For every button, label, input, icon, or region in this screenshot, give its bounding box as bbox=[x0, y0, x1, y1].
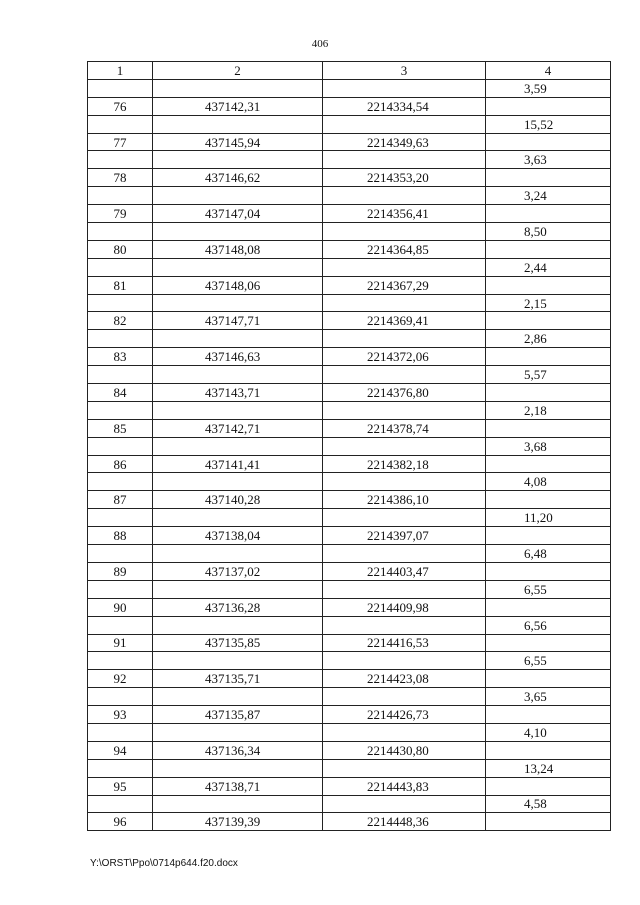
x-coordinate-cell: 437148,06 bbox=[153, 276, 323, 294]
y-coordinate-cell bbox=[323, 151, 486, 169]
point-number-cell: 78 bbox=[88, 169, 153, 187]
distance-cell: 13,24 bbox=[486, 759, 611, 777]
distance-cell bbox=[486, 169, 611, 187]
y-coordinate-cell bbox=[323, 115, 486, 133]
table-row bbox=[88, 688, 611, 706]
y-coordinate-cell: 2214376,80 bbox=[323, 384, 486, 402]
column-header-2: 2 bbox=[153, 62, 323, 80]
point-number-cell bbox=[88, 115, 153, 133]
x-coordinate-cell bbox=[153, 473, 323, 491]
table-row bbox=[88, 598, 611, 616]
y-coordinate-cell: 2214382,18 bbox=[323, 455, 486, 473]
distance-cell bbox=[486, 276, 611, 294]
x-coordinate-cell bbox=[153, 366, 323, 384]
point-number-cell bbox=[88, 795, 153, 813]
x-coordinate-cell: 437138,71 bbox=[153, 777, 323, 795]
table-row bbox=[88, 652, 611, 670]
table-row bbox=[88, 527, 611, 545]
point-number-cell bbox=[88, 616, 153, 634]
point-number-cell bbox=[88, 401, 153, 419]
point-number-cell: 77 bbox=[88, 133, 153, 151]
x-coordinate-cell: 437135,85 bbox=[153, 634, 323, 652]
x-coordinate-cell: 437142,31 bbox=[153, 97, 323, 115]
table-row bbox=[88, 706, 611, 724]
point-number-cell bbox=[88, 258, 153, 276]
distance-cell: 11,20 bbox=[486, 509, 611, 527]
y-coordinate-cell: 2214372,06 bbox=[323, 348, 486, 366]
point-number-cell: 90 bbox=[88, 598, 153, 616]
distance-cell bbox=[486, 491, 611, 509]
table-row bbox=[88, 169, 611, 187]
table-row bbox=[88, 419, 611, 437]
x-coordinate-cell: 437135,87 bbox=[153, 706, 323, 724]
distance-cell bbox=[486, 455, 611, 473]
point-number-cell bbox=[88, 151, 153, 169]
y-coordinate-cell bbox=[323, 616, 486, 634]
y-coordinate-cell bbox=[323, 580, 486, 598]
table-row bbox=[88, 491, 611, 509]
x-coordinate-cell bbox=[153, 652, 323, 670]
x-coordinate-cell bbox=[153, 688, 323, 706]
table-row bbox=[88, 151, 611, 169]
table-row bbox=[88, 240, 611, 258]
point-number-cell bbox=[88, 509, 153, 527]
table-row bbox=[88, 634, 611, 652]
table-row bbox=[88, 79, 611, 97]
point-number-cell: 85 bbox=[88, 419, 153, 437]
distance-cell: 2,18 bbox=[486, 401, 611, 419]
point-number-cell: 96 bbox=[88, 813, 153, 831]
table-header-row bbox=[88, 62, 611, 80]
distance-cell bbox=[486, 741, 611, 759]
y-coordinate-cell bbox=[323, 223, 486, 241]
distance-cell: 15,52 bbox=[486, 115, 611, 133]
coordinates-table bbox=[87, 61, 611, 831]
distance-cell: 3,63 bbox=[486, 151, 611, 169]
table-row bbox=[88, 580, 611, 598]
y-coordinate-cell bbox=[323, 366, 486, 384]
y-coordinate-cell bbox=[323, 688, 486, 706]
column-header-1: 1 bbox=[88, 62, 153, 80]
table-row bbox=[88, 97, 611, 115]
table-row bbox=[88, 133, 611, 151]
distance-cell bbox=[486, 634, 611, 652]
x-coordinate-cell: 437138,04 bbox=[153, 527, 323, 545]
distance-cell: 3,24 bbox=[486, 187, 611, 205]
table-row bbox=[88, 223, 611, 241]
x-coordinate-cell: 437143,71 bbox=[153, 384, 323, 402]
x-coordinate-cell: 437146,63 bbox=[153, 348, 323, 366]
point-number-cell: 87 bbox=[88, 491, 153, 509]
distance-cell: 4,08 bbox=[486, 473, 611, 491]
point-number-cell bbox=[88, 545, 153, 563]
y-coordinate-cell: 2214334,54 bbox=[323, 97, 486, 115]
point-number-cell: 95 bbox=[88, 777, 153, 795]
x-coordinate-cell bbox=[153, 187, 323, 205]
point-number-cell bbox=[88, 759, 153, 777]
x-coordinate-cell bbox=[153, 401, 323, 419]
y-coordinate-cell: 2214356,41 bbox=[323, 205, 486, 223]
point-number-cell: 80 bbox=[88, 240, 153, 258]
distance-cell bbox=[486, 598, 611, 616]
table-row bbox=[88, 384, 611, 402]
column-header-4: 4 bbox=[486, 62, 611, 80]
y-coordinate-cell bbox=[323, 509, 486, 527]
y-coordinate-cell: 2214443,83 bbox=[323, 777, 486, 795]
x-coordinate-cell bbox=[153, 616, 323, 634]
y-coordinate-cell: 2214423,08 bbox=[323, 670, 486, 688]
distance-cell: 2,44 bbox=[486, 258, 611, 276]
y-coordinate-cell: 2214430,80 bbox=[323, 741, 486, 759]
table-row bbox=[88, 741, 611, 759]
point-number-cell: 88 bbox=[88, 527, 153, 545]
table-row bbox=[88, 205, 611, 223]
point-number-cell: 76 bbox=[88, 97, 153, 115]
y-coordinate-cell: 2214353,20 bbox=[323, 169, 486, 187]
distance-cell: 6,55 bbox=[486, 580, 611, 598]
x-coordinate-cell: 437142,71 bbox=[153, 419, 323, 437]
table-row bbox=[88, 276, 611, 294]
column-header-3: 3 bbox=[323, 62, 486, 80]
point-number-cell: 79 bbox=[88, 205, 153, 223]
x-coordinate-cell bbox=[153, 545, 323, 563]
point-number-cell: 86 bbox=[88, 455, 153, 473]
point-number-cell: 89 bbox=[88, 562, 153, 580]
x-coordinate-cell bbox=[153, 151, 323, 169]
table-row bbox=[88, 616, 611, 634]
y-coordinate-cell bbox=[323, 652, 486, 670]
x-coordinate-cell bbox=[153, 723, 323, 741]
y-coordinate-cell bbox=[323, 723, 486, 741]
distance-cell: 3,59 bbox=[486, 79, 611, 97]
x-coordinate-cell: 437148,08 bbox=[153, 240, 323, 258]
distance-cell: 5,57 bbox=[486, 366, 611, 384]
y-coordinate-cell: 2214378,74 bbox=[323, 419, 486, 437]
distance-cell bbox=[486, 562, 611, 580]
table-row bbox=[88, 366, 611, 384]
y-coordinate-cell: 2214448,36 bbox=[323, 813, 486, 831]
point-number-cell: 91 bbox=[88, 634, 153, 652]
table-row bbox=[88, 187, 611, 205]
y-coordinate-cell bbox=[323, 330, 486, 348]
x-coordinate-cell bbox=[153, 115, 323, 133]
y-coordinate-cell bbox=[323, 795, 486, 813]
x-coordinate-cell: 437147,71 bbox=[153, 312, 323, 330]
x-coordinate-cell: 437135,71 bbox=[153, 670, 323, 688]
table-row bbox=[88, 562, 611, 580]
table-row bbox=[88, 437, 611, 455]
table-body bbox=[88, 79, 611, 830]
point-number-cell bbox=[88, 580, 153, 598]
distance-cell: 6,56 bbox=[486, 616, 611, 634]
point-number-cell: 84 bbox=[88, 384, 153, 402]
distance-cell bbox=[486, 312, 611, 330]
table-row bbox=[88, 330, 611, 348]
table-row bbox=[88, 813, 611, 831]
point-number-cell bbox=[88, 79, 153, 97]
point-number-cell: 81 bbox=[88, 276, 153, 294]
point-number-cell bbox=[88, 473, 153, 491]
distance-cell bbox=[486, 706, 611, 724]
distance-cell bbox=[486, 348, 611, 366]
x-coordinate-cell bbox=[153, 795, 323, 813]
x-coordinate-cell: 437140,28 bbox=[153, 491, 323, 509]
table-row bbox=[88, 455, 611, 473]
y-coordinate-cell bbox=[323, 759, 486, 777]
y-coordinate-cell: 2214409,98 bbox=[323, 598, 486, 616]
point-number-cell bbox=[88, 223, 153, 241]
y-coordinate-cell bbox=[323, 437, 486, 455]
point-number-cell bbox=[88, 437, 153, 455]
point-number-cell bbox=[88, 366, 153, 384]
x-coordinate-cell: 437136,28 bbox=[153, 598, 323, 616]
table-row bbox=[88, 795, 611, 813]
distance-cell bbox=[486, 384, 611, 402]
y-coordinate-cell: 2214349,63 bbox=[323, 133, 486, 151]
distance-cell: 2,15 bbox=[486, 294, 611, 312]
x-coordinate-cell bbox=[153, 437, 323, 455]
point-number-cell: 83 bbox=[88, 348, 153, 366]
table-row bbox=[88, 258, 611, 276]
distance-cell: 8,50 bbox=[486, 223, 611, 241]
x-coordinate-cell: 437145,94 bbox=[153, 133, 323, 151]
y-coordinate-cell: 2214397,07 bbox=[323, 527, 486, 545]
distance-cell: 4,10 bbox=[486, 723, 611, 741]
distance-cell bbox=[486, 133, 611, 151]
table-row bbox=[88, 723, 611, 741]
y-coordinate-cell bbox=[323, 401, 486, 419]
distance-cell bbox=[486, 240, 611, 258]
x-coordinate-cell bbox=[153, 759, 323, 777]
y-coordinate-cell bbox=[323, 79, 486, 97]
y-coordinate-cell: 2214416,53 bbox=[323, 634, 486, 652]
x-coordinate-cell bbox=[153, 223, 323, 241]
y-coordinate-cell: 2214426,73 bbox=[323, 706, 486, 724]
table-row bbox=[88, 473, 611, 491]
distance-cell: 6,48 bbox=[486, 545, 611, 563]
point-number-cell bbox=[88, 652, 153, 670]
y-coordinate-cell bbox=[323, 258, 486, 276]
distance-cell: 3,68 bbox=[486, 437, 611, 455]
distance-cell bbox=[486, 419, 611, 437]
y-coordinate-cell: 2214403,47 bbox=[323, 562, 486, 580]
x-coordinate-cell: 437141,41 bbox=[153, 455, 323, 473]
table-row bbox=[88, 401, 611, 419]
x-coordinate-cell bbox=[153, 509, 323, 527]
point-number-cell: 82 bbox=[88, 312, 153, 330]
x-coordinate-cell: 437147,04 bbox=[153, 205, 323, 223]
distance-cell: 2,86 bbox=[486, 330, 611, 348]
table-row bbox=[88, 545, 611, 563]
distance-cell: 3,65 bbox=[486, 688, 611, 706]
point-number-cell: 93 bbox=[88, 706, 153, 724]
x-coordinate-cell bbox=[153, 330, 323, 348]
table-row bbox=[88, 294, 611, 312]
distance-cell bbox=[486, 205, 611, 223]
table-row bbox=[88, 759, 611, 777]
x-coordinate-cell bbox=[153, 294, 323, 312]
table-row bbox=[88, 777, 611, 795]
table-row bbox=[88, 509, 611, 527]
point-number-cell bbox=[88, 294, 153, 312]
distance-cell bbox=[486, 813, 611, 831]
page-number: 406 bbox=[311, 38, 329, 50]
x-coordinate-cell: 437146,62 bbox=[153, 169, 323, 187]
point-number-cell bbox=[88, 688, 153, 706]
x-coordinate-cell: 437136,34 bbox=[153, 741, 323, 759]
distance-cell bbox=[486, 527, 611, 545]
table-row bbox=[88, 115, 611, 133]
point-number-cell: 92 bbox=[88, 670, 153, 688]
file-path-footer: Y:\ORST\Ppo\0714p644.f20.docx bbox=[90, 858, 238, 869]
y-coordinate-cell: 2214386,10 bbox=[323, 491, 486, 509]
point-number-cell: 94 bbox=[88, 741, 153, 759]
distance-cell bbox=[486, 670, 611, 688]
y-coordinate-cell: 2214364,85 bbox=[323, 240, 486, 258]
x-coordinate-cell: 437139,39 bbox=[153, 813, 323, 831]
table-row bbox=[88, 670, 611, 688]
distance-cell bbox=[486, 777, 611, 795]
distance-cell: 4,58 bbox=[486, 795, 611, 813]
point-number-cell bbox=[88, 330, 153, 348]
y-coordinate-cell: 2214367,29 bbox=[323, 276, 486, 294]
table-row bbox=[88, 348, 611, 366]
y-coordinate-cell: 2214369,41 bbox=[323, 312, 486, 330]
y-coordinate-cell bbox=[323, 294, 486, 312]
point-number-cell bbox=[88, 723, 153, 741]
x-coordinate-cell bbox=[153, 258, 323, 276]
x-coordinate-cell bbox=[153, 580, 323, 598]
x-coordinate-cell: 437137,02 bbox=[153, 562, 323, 580]
point-number-cell bbox=[88, 187, 153, 205]
distance-cell: 6,55 bbox=[486, 652, 611, 670]
y-coordinate-cell bbox=[323, 187, 486, 205]
distance-cell bbox=[486, 97, 611, 115]
x-coordinate-cell bbox=[153, 79, 323, 97]
table-row bbox=[88, 312, 611, 330]
y-coordinate-cell bbox=[323, 545, 486, 563]
y-coordinate-cell bbox=[323, 473, 486, 491]
